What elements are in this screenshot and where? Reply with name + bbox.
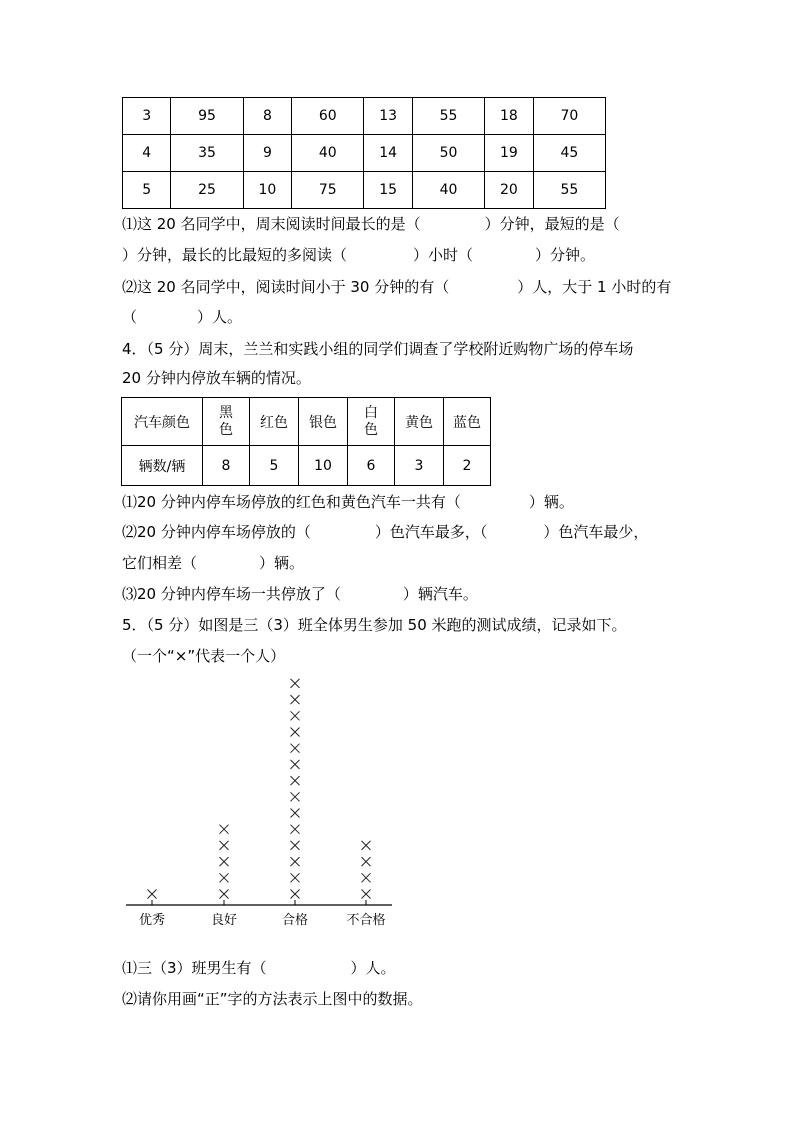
q5-text: ⑴三（3）班男生有（ xyxy=(122,959,267,977)
count-cell: 3 xyxy=(395,446,444,486)
color-cell: 银色 xyxy=(299,398,348,446)
table-row xyxy=(123,135,606,172)
dot-plot-chart xyxy=(120,672,400,934)
table-cell: 18 xyxy=(485,98,534,135)
x-mark xyxy=(220,825,229,834)
color-cell: 白 色 xyxy=(348,398,395,446)
table-cell: 14 xyxy=(364,135,413,172)
q4-title-line1: 4．（5 分）周末，兰兰和实践小组的同学们调查了学校附近购物广场的停车场 xyxy=(122,340,634,358)
q3-text: ⑴这 20 名同学中，周末阅读时间最长的是（ xyxy=(122,215,421,233)
table-cell: 75 xyxy=(292,172,364,209)
color-cell: 红色 xyxy=(250,398,299,446)
table-cell: 35 xyxy=(171,135,243,172)
table-cell: 50 xyxy=(412,135,484,172)
table-cell: 3 xyxy=(123,98,171,135)
q5-part2: ⑵请你用画“正”字的方法表示上图中的数据。 xyxy=(122,990,423,1008)
table-cell: 60 xyxy=(292,98,364,135)
q4-text: ⑴20 分钟内停车场停放的红色和黄色汽车一共有（ xyxy=(122,493,461,511)
x-mark xyxy=(291,728,300,737)
q4-text: ）色汽车最少， xyxy=(543,523,649,541)
color-cell: 黑 色 xyxy=(203,398,250,446)
table-row xyxy=(123,98,606,135)
color-cell: 蓝色 xyxy=(444,398,491,446)
x-mark xyxy=(220,857,229,866)
q4-text: ）辆汽车。 xyxy=(402,585,478,603)
count-cell: 6 xyxy=(348,446,395,486)
row-label: 辆数/辆 xyxy=(122,446,203,486)
table-cell: 4 xyxy=(123,135,171,172)
table-row xyxy=(123,172,606,209)
x-mark xyxy=(220,890,229,899)
table-cell: 15 xyxy=(364,172,413,209)
x-mark xyxy=(291,776,300,785)
q4-text: ）辆。 xyxy=(259,554,305,572)
category-label: 优秀 xyxy=(138,913,166,928)
table-cell: 40 xyxy=(412,172,484,209)
x-mark xyxy=(362,890,371,899)
q4-text: ）色汽车最多，（ xyxy=(374,523,488,541)
x-mark xyxy=(291,809,300,818)
x-mark xyxy=(291,695,300,704)
table-cell: 95 xyxy=(171,98,243,135)
category-label: 不合格 xyxy=(346,913,386,928)
x-mark xyxy=(362,873,371,882)
x-mark xyxy=(220,841,229,850)
x-mark xyxy=(291,744,300,753)
table-cell: 40 xyxy=(292,135,364,172)
q3-text: ）分钟。 xyxy=(535,246,596,264)
table-cell: 5 xyxy=(123,172,171,209)
table-cell: 8 xyxy=(243,98,292,135)
x-mark xyxy=(291,760,300,769)
count-cell: 8 xyxy=(203,446,250,486)
q3-text: ）人。 xyxy=(197,308,243,326)
q3-text: ）人，大于 1 小时的有 xyxy=(517,278,672,296)
x-mark xyxy=(220,873,229,882)
x-mark xyxy=(291,711,300,720)
q5-note: （一个“×”代表一个人） xyxy=(122,647,286,665)
q3-part2-line1 xyxy=(122,277,671,297)
x-mark xyxy=(291,890,300,899)
q4-part2-line1 xyxy=(122,522,648,542)
q3-text: ⑵这 20 名同学中，阅读时间小于 30 分钟的有（ xyxy=(122,278,450,296)
q5-part1 xyxy=(122,958,396,978)
table-cell: 20 xyxy=(485,172,534,209)
table-cell: 25 xyxy=(171,172,243,209)
table-cell: 10 xyxy=(243,172,292,209)
q4-part3 xyxy=(122,584,478,604)
table-cell: 9 xyxy=(243,135,292,172)
car-color-table xyxy=(121,397,491,486)
count-cell: 10 xyxy=(299,446,348,486)
q4-text: ）辆。 xyxy=(528,493,574,511)
x-mark xyxy=(291,873,300,882)
q3-part1-line2 xyxy=(122,245,595,265)
x-mark xyxy=(291,857,300,866)
table-cell: 70 xyxy=(533,98,605,135)
q4-part2-line2 xyxy=(122,553,304,573)
q5-title: 5．（5 分）如图是三（3）班全体男生参加 50 米跑的测试成绩，记录如下。 xyxy=(122,616,627,634)
x-mark xyxy=(291,841,300,850)
x-mark xyxy=(362,841,371,850)
q5-text: ）人。 xyxy=(350,959,396,977)
x-mark xyxy=(362,857,371,866)
q4-title-line2: 20 分钟内停放车辆的情况。 xyxy=(122,369,311,387)
q3-part2-line2 xyxy=(122,307,242,327)
table-cell: 55 xyxy=(412,98,484,135)
q4-text: ⑵20 分钟内停车场停放的（ xyxy=(122,523,311,541)
x-mark xyxy=(148,890,157,899)
q3-text: （ xyxy=(122,308,138,326)
q3-text: ）分钟，最长的比最短的多阅读（ xyxy=(122,246,348,264)
header-label: 汽车颜色 xyxy=(122,398,203,446)
reading-time-table xyxy=(122,97,606,209)
q4-text: 它们相差（ xyxy=(122,554,198,572)
category-label: 合格 xyxy=(281,913,309,928)
q3-text: ）小时（ xyxy=(413,246,474,264)
table-cell: 19 xyxy=(485,135,534,172)
x-mark xyxy=(291,792,300,801)
x-mark xyxy=(291,679,300,688)
count-cell: 2 xyxy=(444,446,491,486)
table-cell: 13 xyxy=(364,98,413,135)
x-mark xyxy=(291,825,300,834)
table-cell: 55 xyxy=(533,172,605,209)
color-cell: 黄色 xyxy=(395,398,444,446)
q4-part1 xyxy=(122,492,574,512)
q3-text: ）分钟，最短的是（ xyxy=(484,215,620,233)
category-label: 良好 xyxy=(210,913,238,928)
q3-part1-line1 xyxy=(122,214,620,234)
q4-text: ⑶20 分钟内停车场一共停放了（ xyxy=(122,585,341,603)
count-cell: 5 xyxy=(250,446,299,486)
table-cell: 45 xyxy=(533,135,605,172)
